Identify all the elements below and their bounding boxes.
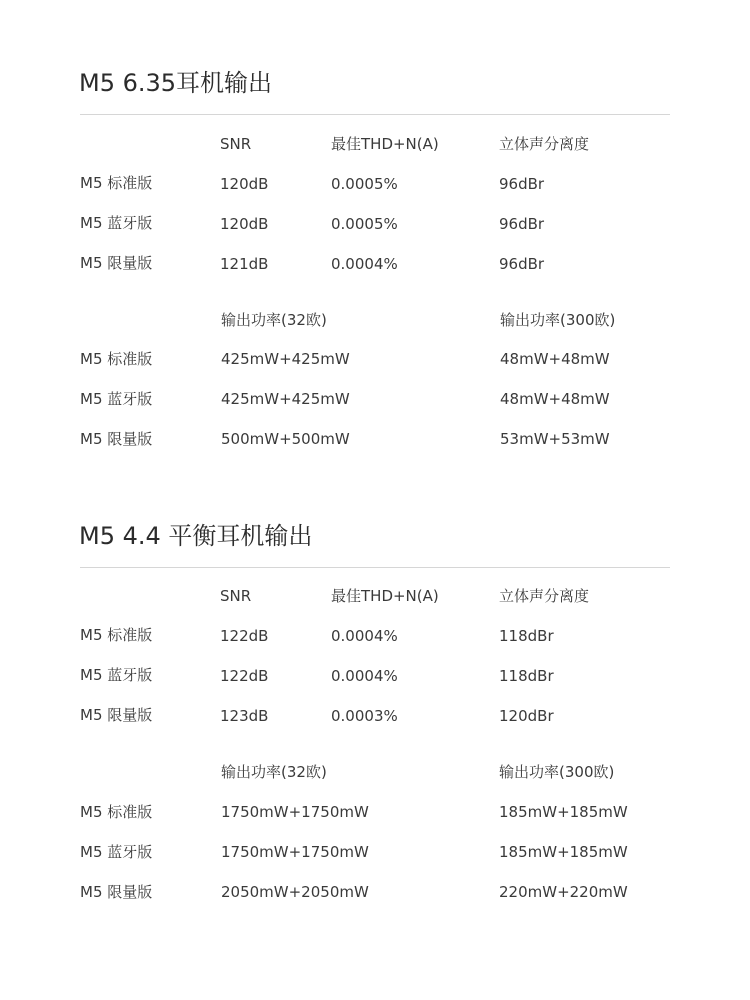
col-header-snr: SNR bbox=[220, 135, 252, 153]
thd-value: 0.0003% bbox=[331, 707, 398, 725]
section-divider bbox=[80, 114, 670, 115]
power-300-value: 220mW+220mW bbox=[499, 883, 628, 901]
power-32-value: 1750mW+1750mW bbox=[221, 803, 369, 821]
row-label: M5 限量版 bbox=[80, 706, 153, 724]
row-label: M5 标准版 bbox=[80, 803, 153, 821]
power-32-value: 425mW+425mW bbox=[221, 350, 350, 368]
row-label: M5 标准版 bbox=[80, 350, 153, 368]
row-label: M5 标准版 bbox=[80, 626, 153, 644]
thd-value: 0.0004% bbox=[331, 667, 398, 685]
power-300-value: 185mW+185mW bbox=[499, 803, 628, 821]
power-300-value: 53mW+53mW bbox=[500, 430, 610, 448]
col-header-separation: 立体声分离度 bbox=[499, 135, 590, 153]
separation-value: 96dBr bbox=[499, 175, 545, 193]
thd-value: 0.0004% bbox=[331, 255, 398, 273]
snr-value: 122dB bbox=[220, 627, 269, 645]
power-300-value: 48mW+48mW bbox=[500, 350, 610, 368]
separation-value: 120dBr bbox=[499, 707, 554, 725]
snr-value: 122dB bbox=[220, 667, 269, 685]
power-32-value: 1750mW+1750mW bbox=[221, 843, 369, 861]
thd-value: 0.0004% bbox=[331, 627, 398, 645]
row-label: M5 标准版 bbox=[80, 174, 153, 192]
row-label: M5 蓝牙版 bbox=[80, 843, 153, 861]
power-300-value: 48mW+48mW bbox=[500, 390, 610, 408]
section-title: M5 6.35耳机输出 bbox=[79, 69, 273, 97]
separation-value: 118dBr bbox=[499, 627, 554, 645]
thd-value: 0.0005% bbox=[331, 215, 398, 233]
section-divider bbox=[80, 567, 670, 568]
col-header-snr: SNR bbox=[220, 587, 252, 605]
power-300-value: 185mW+185mW bbox=[499, 843, 628, 861]
col-header-thd: 最佳THD+N(A) bbox=[331, 135, 439, 153]
section-title: M5 4.4 平衡耳机输出 bbox=[79, 522, 313, 550]
power-32-value: 500mW+500mW bbox=[221, 430, 350, 448]
col-header-power-300: 输出功率(300欧) bbox=[499, 763, 615, 781]
thd-value: 0.0005% bbox=[331, 175, 398, 193]
power-32-value: 2050mW+2050mW bbox=[221, 883, 369, 901]
col-header-separation: 立体声分离度 bbox=[499, 587, 590, 605]
row-label: M5 蓝牙版 bbox=[80, 666, 153, 684]
col-header-power-32: 输出功率(32欧) bbox=[221, 763, 327, 781]
snr-value: 120dB bbox=[220, 175, 269, 193]
col-header-thd: 最佳THD+N(A) bbox=[331, 587, 439, 605]
separation-value: 96dBr bbox=[499, 255, 545, 273]
row-label: M5 蓝牙版 bbox=[80, 390, 153, 408]
col-header-power-32: 输出功率(32欧) bbox=[221, 311, 327, 329]
row-label: M5 蓝牙版 bbox=[80, 214, 153, 232]
power-32-value: 425mW+425mW bbox=[221, 390, 350, 408]
separation-value: 118dBr bbox=[499, 667, 554, 685]
row-label: M5 限量版 bbox=[80, 883, 153, 901]
separation-value: 96dBr bbox=[499, 215, 545, 233]
row-label: M5 限量版 bbox=[80, 254, 153, 272]
snr-value: 120dB bbox=[220, 215, 269, 233]
snr-value: 121dB bbox=[220, 255, 269, 273]
col-header-power-300: 输出功率(300欧) bbox=[500, 311, 616, 329]
row-label: M5 限量版 bbox=[80, 430, 153, 448]
snr-value: 123dB bbox=[220, 707, 269, 725]
